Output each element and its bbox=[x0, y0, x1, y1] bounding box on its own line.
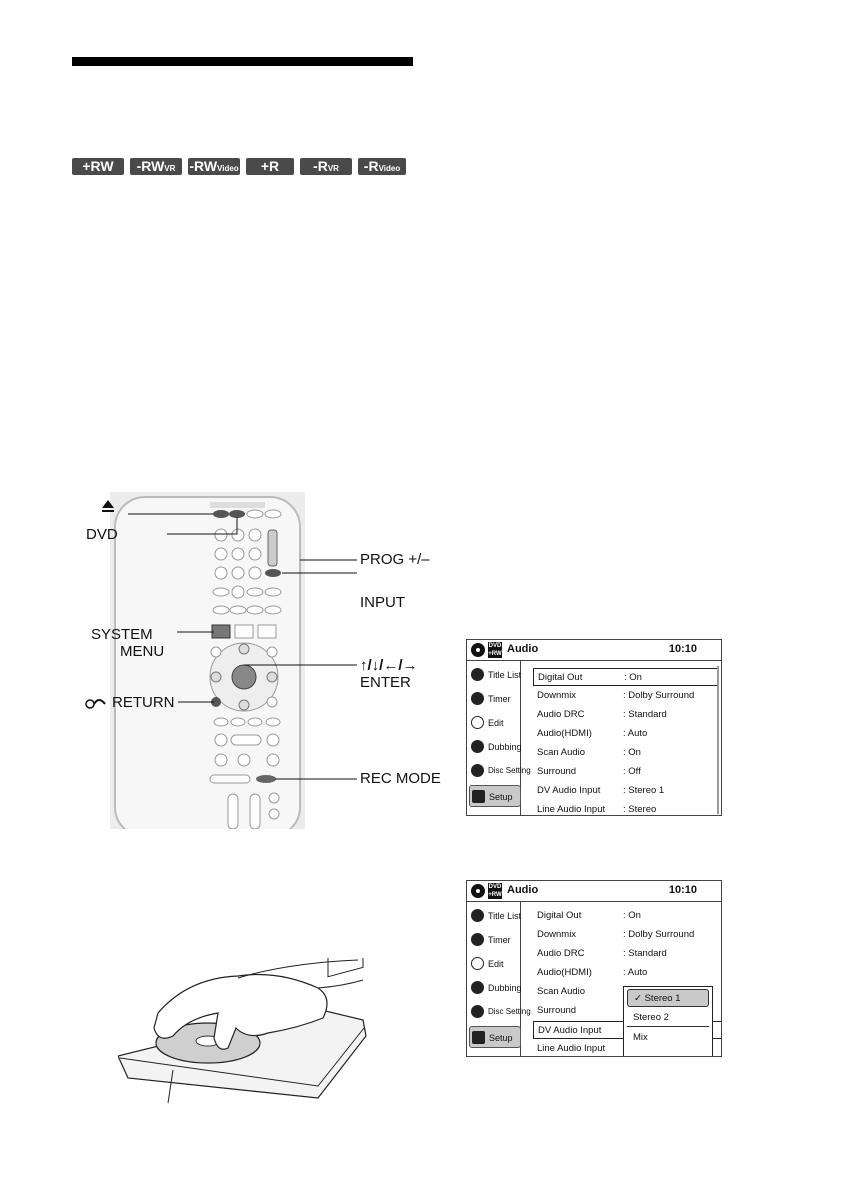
osd-audio-menu-dropdown bbox=[466, 880, 722, 1057]
row-digital-out[interactable]: Digital Out : On bbox=[537, 910, 641, 921]
disc-setting-icon bbox=[471, 764, 484, 777]
sidebar-item-edit[interactable]: Edit bbox=[469, 953, 521, 975]
label-arrows: ↑/↓/←/→ bbox=[360, 657, 418, 674]
osd-sidebar bbox=[467, 661, 531, 816]
row-dv-audio-input[interactable]: DV Audio Input bbox=[533, 1021, 722, 1039]
row-line-audio-input[interactable]: Line Audio Input : Stereo bbox=[537, 804, 657, 815]
osd-sidebar bbox=[467, 902, 531, 1057]
osd-clock: 10:10 bbox=[668, 643, 697, 655]
badge-minus-rw-video: -RWVideo bbox=[189, 158, 239, 174]
sidebar-item-setup[interactable]: Setup bbox=[469, 1026, 521, 1048]
title-list-icon bbox=[471, 668, 484, 681]
badge-plus-rw: +RW bbox=[72, 158, 124, 175]
label-menu: MENU bbox=[120, 643, 165, 660]
osd-title: Audio bbox=[507, 643, 539, 655]
row-audio-hdmi[interactable]: Audio(HDMI) : Auto bbox=[537, 728, 648, 739]
row-audio-hdmi[interactable]: Audio(HDMI) : Auto bbox=[537, 967, 648, 978]
dropdown-option-stereo-1[interactable]: ✓ Stereo 1 bbox=[627, 989, 709, 1007]
dvd-logo: DVD +RW bbox=[488, 643, 502, 657]
label-return: RETURN bbox=[112, 694, 175, 711]
label-input: INPUT bbox=[360, 594, 405, 611]
dubbing-icon bbox=[471, 740, 484, 753]
row-surround[interactable]: Surround bbox=[537, 1005, 577, 1016]
sidebar-item-setup[interactable]: Setup bbox=[469, 785, 521, 807]
sidebar-item-dubbing[interactable]: Dubbing bbox=[469, 736, 521, 758]
dubbing-icon bbox=[471, 981, 484, 994]
title-list-icon bbox=[471, 909, 484, 922]
disc-tray-illustration bbox=[118, 958, 368, 1108]
sidebar-item-timer[interactable]: Timer bbox=[469, 688, 521, 710]
row-scan-audio[interactable]: Scan Audio bbox=[537, 986, 586, 997]
sidebar-item-timer[interactable]: Timer bbox=[469, 929, 521, 951]
toolbox-icon bbox=[472, 1031, 485, 1044]
scissors-icon bbox=[471, 957, 484, 970]
dv-audio-input-dropdown[interactable] bbox=[623, 986, 713, 1057]
osd-header bbox=[467, 640, 721, 661]
row-audio-drc[interactable]: Audio DRC : Standard bbox=[537, 709, 667, 720]
label-enter: ENTER bbox=[360, 674, 411, 691]
badge-plus-r: +R bbox=[246, 158, 294, 175]
label-rec-mode: REC MODE bbox=[360, 770, 441, 787]
toolbox-icon bbox=[472, 790, 485, 803]
osd-clock: 10:10 bbox=[668, 884, 697, 896]
badge-minus-rw-vr: -RWVR bbox=[130, 158, 182, 175]
sidebar-item-dubbing[interactable]: Dubbing bbox=[469, 977, 521, 999]
dropdown-option-stereo-2[interactable]: Stereo 2 bbox=[627, 1009, 709, 1027]
osd-audio-menu bbox=[466, 639, 722, 816]
scissors-icon bbox=[471, 716, 484, 729]
dvd-logo: DVD +RW bbox=[488, 884, 502, 898]
sidebar-item-title-list[interactable]: Title List bbox=[469, 664, 521, 686]
disc-setting-icon bbox=[471, 1005, 484, 1018]
label-system: SYSTEM bbox=[91, 626, 153, 643]
row-line-audio-input[interactable]: Line Audio Input bbox=[537, 1043, 606, 1054]
disc-icon bbox=[471, 643, 485, 657]
row-dv-audio-input[interactable]: DV Audio Input : Stereo 1 bbox=[537, 785, 665, 796]
osd-header bbox=[467, 881, 721, 902]
sidebar-item-edit[interactable]: Edit bbox=[469, 712, 521, 734]
timer-icon bbox=[471, 933, 484, 946]
dropdown-option-mix[interactable]: Mix bbox=[633, 1032, 648, 1043]
disc-icon bbox=[471, 884, 485, 898]
row-digital-out[interactable]: Digital Out : On bbox=[533, 668, 719, 686]
sidebar-item-title-list[interactable]: Title List bbox=[469, 905, 521, 927]
osd-scrollbar[interactable] bbox=[717, 666, 719, 814]
sidebar-item-disc-setting[interactable]: Disc Setting bbox=[469, 760, 521, 782]
row-downmix[interactable]: Downmix : Dolby Surround bbox=[537, 690, 695, 701]
sidebar-item-disc-setting[interactable]: Disc Setting bbox=[469, 1001, 521, 1023]
return-icon bbox=[84, 696, 108, 710]
timer-icon bbox=[471, 692, 484, 705]
badge-minus-r-video: -RVideo bbox=[358, 158, 406, 175]
badge-minus-r-vr: -RVR bbox=[300, 158, 352, 175]
row-downmix[interactable]: Downmix : Dolby Surround bbox=[537, 929, 695, 940]
label-prog: PROG +/– bbox=[360, 551, 430, 568]
row-surround[interactable]: Surround : Off bbox=[537, 766, 641, 777]
row-audio-drc[interactable]: Audio DRC : Standard bbox=[537, 948, 667, 959]
eject-icon bbox=[102, 500, 114, 508]
label-dvd: DVD bbox=[86, 526, 118, 543]
osd-title: Audio bbox=[507, 884, 539, 896]
row-scan-audio[interactable]: Scan Audio : On bbox=[537, 747, 641, 758]
